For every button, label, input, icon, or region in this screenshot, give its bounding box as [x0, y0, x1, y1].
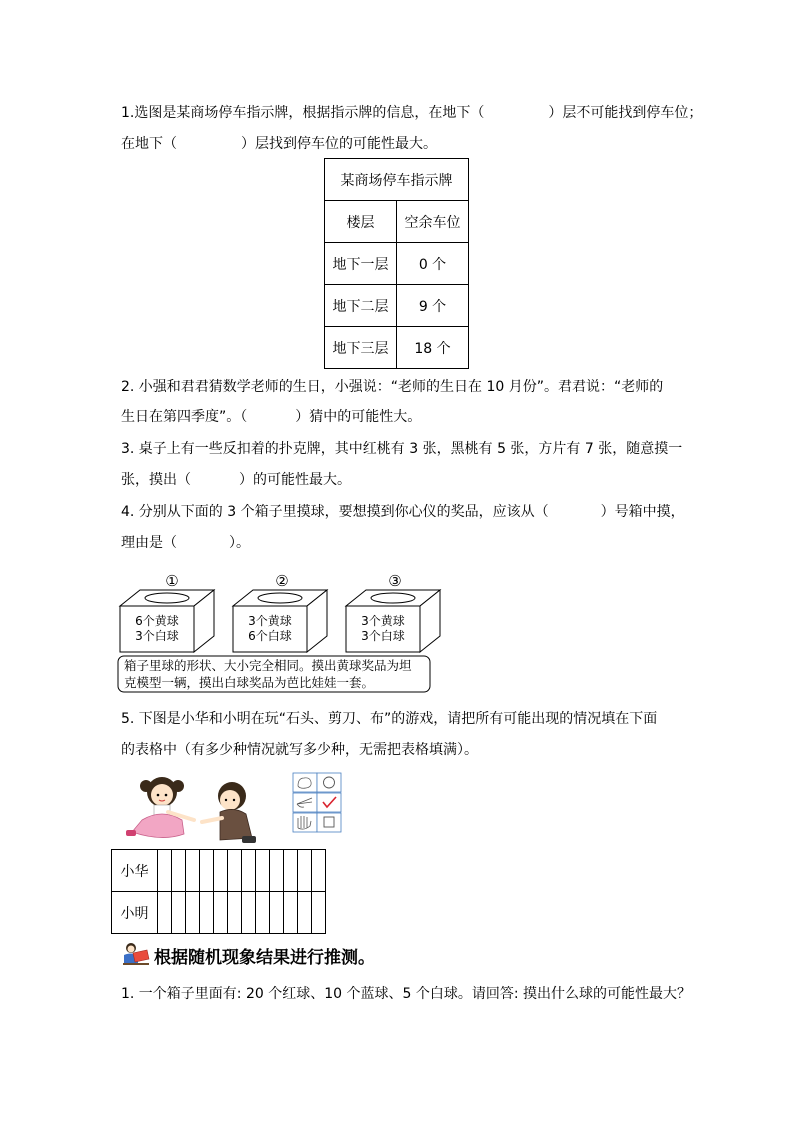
box-2-hole [258, 593, 302, 603]
q4-line2: 理由是（ ）。 [121, 535, 250, 551]
table-cell[interactable] [228, 892, 242, 934]
box-3 [346, 572, 440, 652]
rps-legend [292, 772, 342, 834]
table-cell[interactable] [228, 850, 242, 892]
table-cell: 地下一层 [325, 243, 397, 285]
box-2-number: ② [275, 572, 289, 590]
table-cell[interactable] [214, 892, 228, 934]
rock-hand-icon [298, 778, 311, 788]
table-cell[interactable] [158, 892, 172, 934]
box-2-yellow: 3个黄球 [248, 614, 292, 628]
box-1-yellow: 6个黄球 [135, 614, 179, 628]
q1-line2: 在地下（ ）层找到停车位的可能性最大。 [121, 136, 437, 152]
q1-line1: 1.选图是某商场停车指示牌，根据指示牌的信息，在地下（ ）层不可能找到停车位； [121, 105, 703, 121]
table-row [112, 892, 326, 934]
box-1-white: 3个白球 [135, 629, 179, 643]
box-3-number: ③ [388, 572, 402, 590]
table-cell[interactable] [214, 850, 228, 892]
table-cell[interactable] [186, 850, 200, 892]
table-cell[interactable] [200, 850, 214, 892]
q5-line1: 5. 下图是小华和小明在玩“石头、剪刀、布”的游戏，请把所有可能出现的情况填在下面 [121, 711, 658, 727]
q4-line1: 4. 分别从下面的 3 个箱子里摸球，要想摸到你心仪的奖品，应该从（ ）号箱中摸， [121, 504, 685, 520]
q3-line1: 3. 桌子上有一些反扣着的扑克牌，其中红桃有 3 张，黑桃有 5 张，方片有 7 张，随意摸一 [121, 441, 683, 457]
table-cell[interactable] [284, 850, 298, 892]
table-cell[interactable] [256, 850, 270, 892]
boy-figure [202, 782, 256, 843]
table-cell[interactable] [200, 892, 214, 934]
parking-sign-table [324, 158, 469, 369]
table-row [112, 850, 326, 892]
q3-line2: 张，摸出（ ）的可能性最大。 [121, 472, 351, 488]
box-3-yellow: 3个黄球 [361, 614, 405, 628]
girl-figure [126, 777, 194, 838]
table-cell[interactable] [242, 892, 256, 934]
table-cell[interactable] [270, 850, 284, 892]
ball-boxes-figure [112, 570, 442, 696]
box-2-white: 6个白球 [248, 629, 292, 643]
box-1-hole [145, 593, 189, 603]
sign-header-spaces: 空余车位 [397, 201, 469, 243]
table-cell[interactable] [256, 892, 270, 934]
table-cell: 0 个 [397, 243, 469, 285]
box-note-line1: 箱子里球的形状、大小完全相同。摸出黄球奖品为坦 [124, 658, 412, 673]
box-1-number: ① [165, 572, 179, 590]
table-cell: 18 个 [397, 327, 469, 369]
row-label-xiaoming: 小明 [112, 892, 158, 934]
table-cell[interactable] [172, 850, 186, 892]
children-playing-illustration [124, 772, 274, 848]
reading-student-icon [121, 941, 151, 967]
table-cell[interactable] [312, 850, 326, 892]
table-cell[interactable] [158, 850, 172, 892]
box-3-white: 3个白球 [361, 629, 405, 643]
table-cell: 9 个 [397, 285, 469, 327]
box-3-hole [371, 593, 415, 603]
table-cell[interactable] [284, 892, 298, 934]
q2-line1: 2. 小强和君君猜数学老师的生日，小强说：“老师的生日在 10 月份”。君君说：“老师的 [121, 379, 664, 395]
table-cell[interactable] [186, 892, 200, 934]
table-cell[interactable] [242, 850, 256, 892]
table-cell[interactable] [298, 850, 312, 892]
box-1 [120, 572, 214, 652]
table-cell[interactable] [270, 892, 284, 934]
table-cell: 地下二层 [325, 285, 397, 327]
table-cell[interactable] [298, 892, 312, 934]
q6-line1: 1. 一个箱子里面有: 20 个红球、10 个蓝球、5 个白球。请回答: 摸出什么球的可能性最大？ [121, 986, 692, 1002]
table-cell[interactable] [312, 892, 326, 934]
row-label-xiaohua: 小华 [112, 850, 158, 892]
q2-line2: 生日在第四季度”。（ ）猜中的可能性大。 [121, 409, 422, 425]
section-title: 根据随机现象结果进行推测。 [154, 948, 375, 968]
table-cell: 地下三层 [325, 327, 397, 369]
box-2 [233, 572, 327, 652]
sign-title: 某商场停车指示牌 [325, 159, 469, 201]
q5-line2: 的表格中（有多少种情况就写多少种，无需把表格填满）。 [121, 742, 478, 758]
game-results-table [111, 849, 326, 934]
sign-header-floor: 楼层 [325, 201, 397, 243]
box-note-line2: 克模型一辆，摸出白球奖品为芭比娃娃一套。 [124, 675, 375, 690]
table-cell[interactable] [172, 892, 186, 934]
